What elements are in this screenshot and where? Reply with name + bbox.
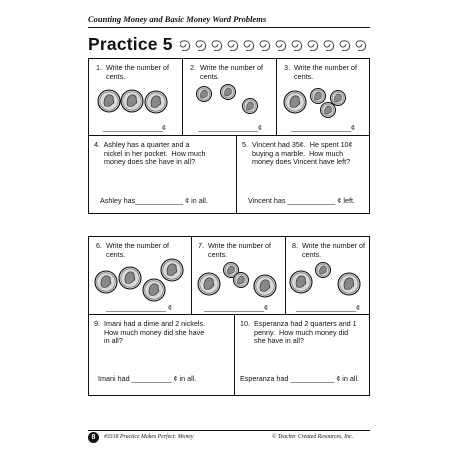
q7-answer-line[interactable]: _______________ — [204, 303, 264, 312]
question-9-prompt: 9. Imani had a dime and 2 nickels. How much money did she have in all? — [94, 319, 206, 346]
q1-answer-line[interactable]: _______________ — [103, 123, 163, 132]
question-6-prompt: 6. Write the number of cents. — [96, 241, 169, 259]
question-10-prompt: 10. Esperanza had 2 quarters and 1 penny. How much money did she have in all? — [240, 319, 357, 346]
q2-answer-line[interactable]: _______________ — [198, 123, 258, 132]
running-header: Counting Money and Basic Money Word Problems — [88, 14, 267, 24]
q3-coins-icon — [278, 80, 368, 120]
question-2-prompt: 2. Write the number of cents. — [190, 63, 263, 81]
q8-unit: ¢ — [356, 303, 360, 312]
q2-unit: ¢ — [258, 123, 262, 132]
footer-left: #3318 Practice Makes Perfect: Money — [104, 434, 194, 440]
spiral-decoration — [180, 37, 370, 51]
question-8-prompt: 8. Write the number of cents. — [292, 241, 365, 259]
question-5-prompt: 5. Vincent had 35¢. He spent 10¢ buying a marble. How much money does Vincent have left? — [242, 140, 353, 167]
q6-answer-line[interactable]: _______________ — [106, 303, 166, 312]
q1-unit: ¢ — [162, 123, 166, 132]
q8-answer-line[interactable]: _______________ — [296, 303, 356, 312]
q7-unit: ¢ — [264, 303, 268, 312]
page-title: Practice 5 — [88, 34, 173, 54]
footer-right: © Teacher Created Resources, Inc. — [272, 434, 354, 440]
q3-unit: ¢ — [351, 123, 355, 132]
q7-coins-icon — [193, 258, 283, 304]
page-number: 8 — [88, 432, 99, 443]
q1-coins-icon — [90, 84, 180, 118]
footer-rule — [88, 430, 370, 431]
question-4-prompt: 4. Ashley has a quarter and a nickel in her pocket. How much money does she have in all? — [94, 140, 206, 167]
question-5-answer[interactable]: Vincent has ____________ ¢ left. — [248, 196, 355, 205]
q2-coins-icon — [184, 80, 274, 120]
q6-unit: ¢ — [168, 303, 172, 312]
q8-coins-icon — [287, 256, 369, 304]
q3-answer-line[interactable]: _______________ — [291, 123, 351, 132]
q6-coins-icon — [90, 258, 188, 304]
question-7-prompt: 7. Write the number of cents. — [198, 241, 271, 259]
question-10-answer[interactable]: Esperanza had ___________ ¢ in all. — [240, 374, 360, 383]
question-9-answer[interactable]: Imani had __________ ¢ in all. — [98, 374, 197, 383]
question-4-answer[interactable]: Ashley has____________ ¢ in all. — [100, 196, 208, 205]
question-1-prompt: 1. Write the number of cents. — [96, 63, 169, 81]
header-rule — [88, 27, 370, 28]
question-3-prompt: 3. Write the number of cents. — [284, 63, 357, 81]
